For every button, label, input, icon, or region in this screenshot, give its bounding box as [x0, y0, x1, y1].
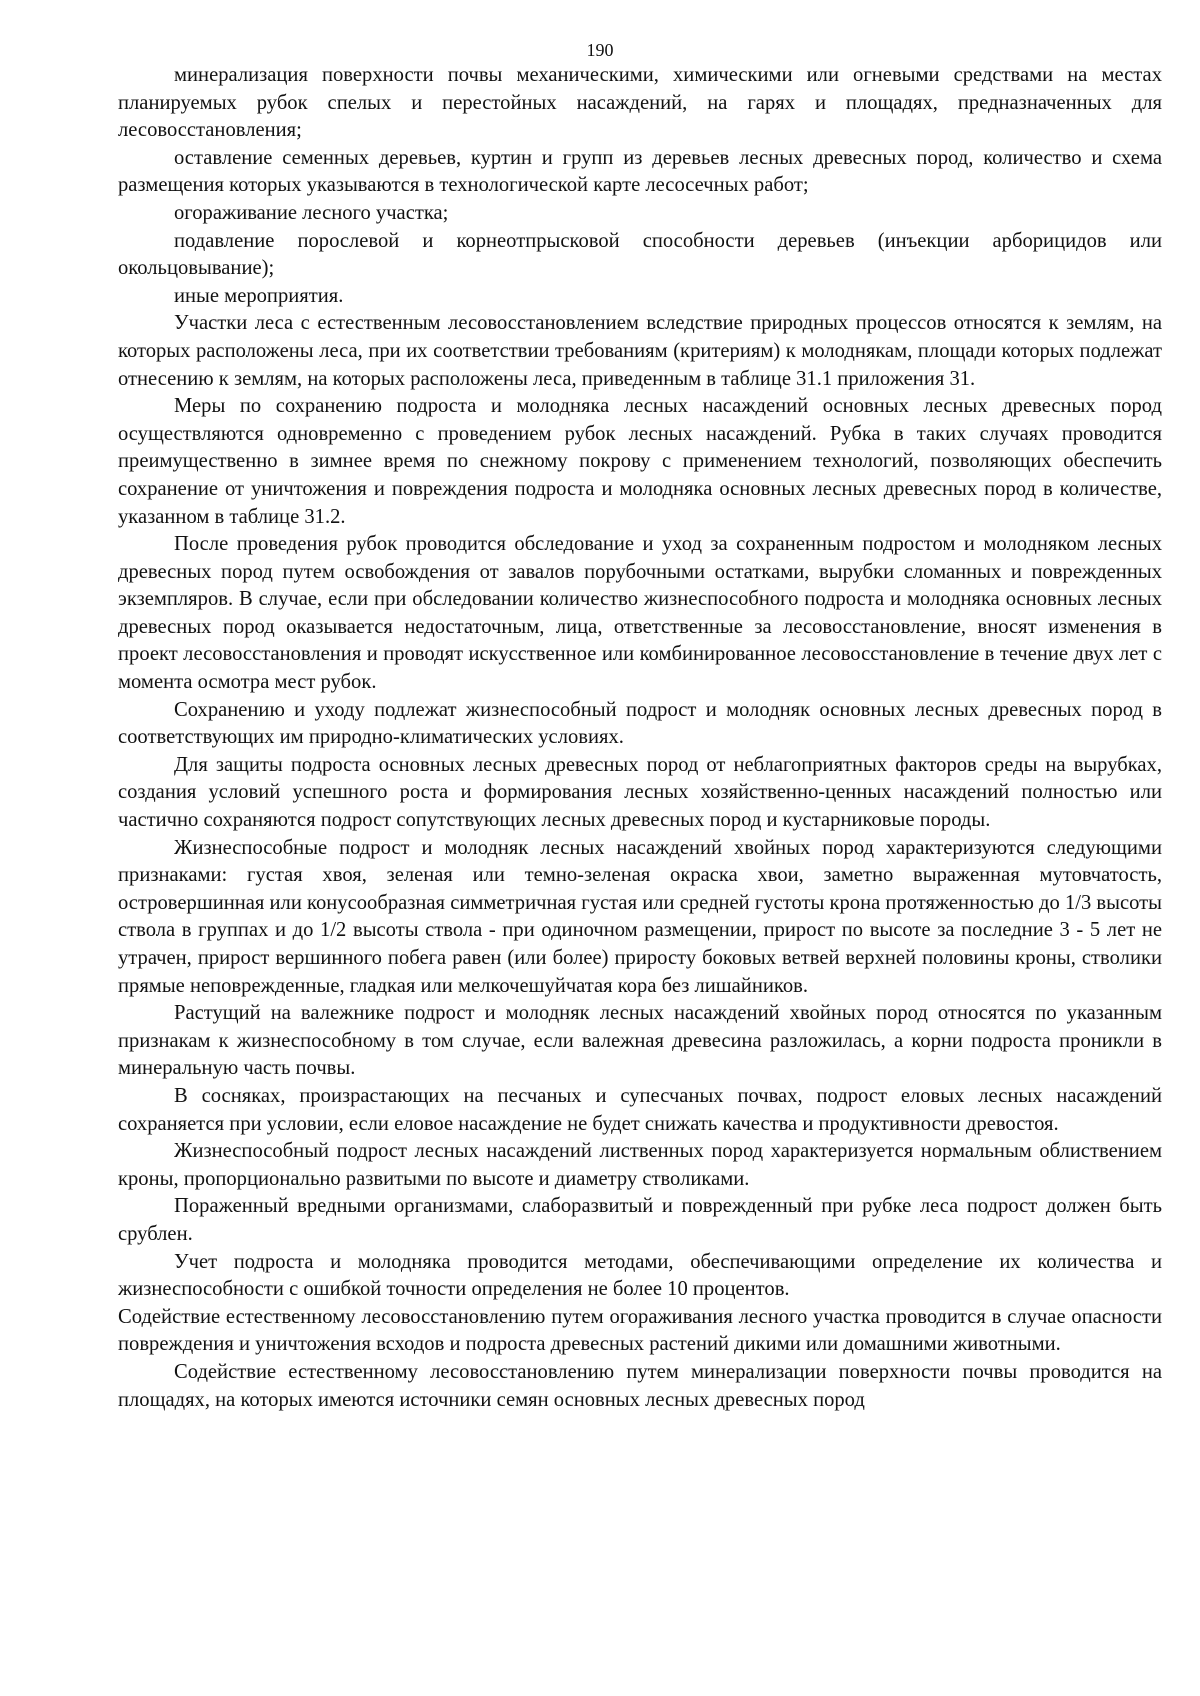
paragraph-care-subject: Сохранению и уходу подлежат жизнеспособный подрост и молодняк основных лесных древесных пород в соответствующих им природно-климатических условиях.	[118, 698, 1162, 749]
document-body	[118, 62, 1162, 1414]
paragraph-mineralization-item: минерализация поверхности почвы механическими, химическими или огневыми средствами на местах планируемых рубок спелых и перестойных насаждений, на гарях и площадях, предназначенных для лесовосстановления;	[118, 64, 1162, 142]
paragraph-preservation-measures: Меры по сохранению подроста и молодняка лесных насаждений основных лесных древесных пород осуществляются одновременно с проведением рубок лесных насаждений. Рубка в таких случаях проводится преимущественно в зимнее время по снежному покрову с применением технологий, позволяющих обеспечить сохранение от уничтожения и повреждения подроста и молодняка основных лесных древесных пород в количестве, указанном в таблице 31.2.	[118, 395, 1162, 528]
paragraph-deciduous-viability: Жизнеспособный подрост лесных насаждений лиственных пород характеризуется нормальным облиствением кроны, пропорционально развитыми по высоте и диаметру стволиками.	[118, 1140, 1162, 1190]
paragraph-accounting: Учет подроста и молодняка проводится методами, обеспечивающими определение их количества и жизнеспособности с ошибкой точности определения не более 10 процентов.	[118, 1250, 1162, 1301]
paragraph-seed-trees-item: оставление семенных деревьев, куртин и групп из деревьев лесных древесных пород, количество и схема размещения которых указываются в технологической карте лесосечных работ;	[118, 146, 1162, 197]
paragraph-mineralization-assistance: Содействие естественному лесовосстановлению путем минерализации поверхности почвы проводится на площадях, на которых имеются источники семян основных лесных древесных пород	[118, 1360, 1162, 1411]
paragraph-natural-regeneration: Участки леса с естественным лесовосстановлением вследствие природных процессов относятся к землям, на которых расположены леса, при их соответствии требованиям (критериям) к молоднякам, площади которых подлежат отнесению к землям, на которых расположены леса, приведенным в таблице 31.1 приложения 31.	[118, 312, 1162, 390]
paragraph-other-measures-item: иные мероприятия.	[174, 284, 344, 307]
paragraph-damaged-growth: Пораженный вредными организмами, слаборазвитый и поврежденный при рубке леса подрост должен быть срублен.	[118, 1195, 1162, 1245]
page-number: 190	[586, 40, 614, 60]
paragraph-fencing-assistance: Содействие естественному лесовосстановлению путем огораживания лесного участка проводится в случае опасности повреждения и уничтожения всходов и подроста древесных растений дикими или домашними животными.	[118, 1305, 1162, 1356]
paragraph-pine-stands: В сосняках, произрастающих на песчаных и супесчаных почвах, подрост еловых лесных насаждений сохраняется при условии, если еловое насаждение не будет снижать качества и продуктивности древостоя.	[118, 1084, 1162, 1135]
paragraph-fencing-item: огораживание лесного участка;	[174, 201, 449, 224]
paragraph-conifer-viability: Жизнеспособные подрост и молодняк лесных насаждений хвойных пород характеризуются следующими признаками: густая хвоя, зеленая или темно-зеленая окраска хвои, заметно выраженная мутовчатость, островершинная или конусообразная симметричная густая или средней густоты крона протяженностью до 1/3 высоты ствола в группах и до 1/2 высоты ствола - при одиночном размещении, прирост по высоте за последние 3 - 5 лет не утрачен, прирост вершинного побега равен (или более) приросту боковых ветвей верхней половины кроны, стволики прямые неповрежденные, гладкая или мелкочешуйчатая кора без лишайников.	[118, 836, 1162, 997]
paragraph-suppression-item: подавление порослевой и корнеотпрысковой способности деревьев (инъекции арборицидов или окольцовывание);	[118, 229, 1162, 280]
paragraph-deadwood-growth: Растущий на валежнике подрост и молодняк лесных насаждений хвойных пород относятся по указанным признакам к жизнеспособному в том случае, если валежная древесина разложилась, а корни подроста проникли в минеральную часть почвы.	[118, 1002, 1162, 1080]
paragraph-post-felling-survey: После проведения рубок проводится обследование и уход за сохраненным подростом и молодняком лесных древесных пород путем освобождения от завалов порубочными остатками, вырубки сломанных и поврежденных экземпляров. В случае, если при обследовании количество жизнеспособного подроста и молодняка основных лесных древесных пород оказывается недостаточным, лица, ответственные за лесовосстановление, вносят изменения в проект лесовосстановления и проводят искусственное или комбинированное лесовосстановление в течение двух лет с момента осмотра мест рубок.	[118, 533, 1162, 694]
paragraph-protection: Для защиты подроста основных лесных древесных пород от неблагоприятных факторов среды на вырубках, создания условий успешного роста и формирования лесных хозяйственно-ценных насаждений полностью или частично сохраняются подрост сопутствующих лесных древесных пород и кустарниковые породы.	[118, 753, 1162, 832]
